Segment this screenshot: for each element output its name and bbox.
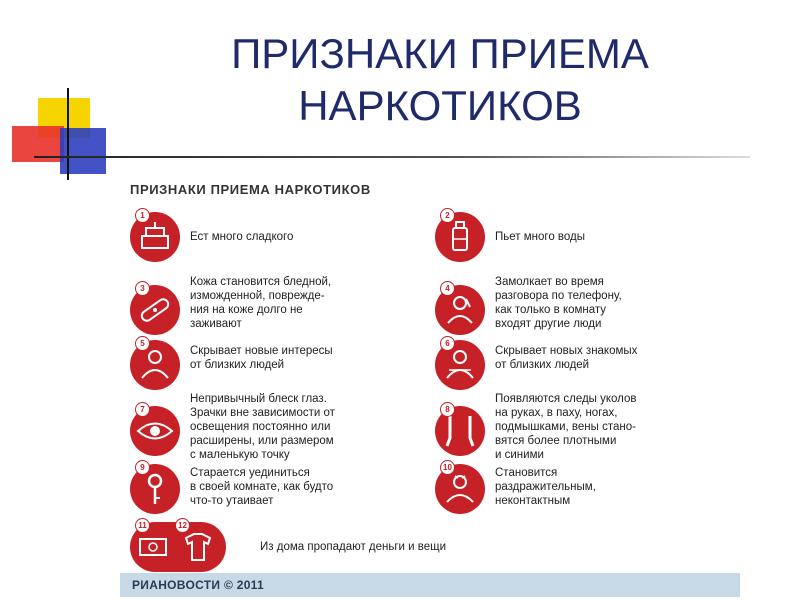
sign-text: Пьет много воды	[495, 231, 586, 243]
sign-item-9	[130, 464, 430, 524]
sign-item-2	[435, 212, 735, 272]
poster-title: ПРИЗНАКИ ПРИЕМА НАРКОТИКОВ	[130, 182, 371, 197]
sign-item-8	[435, 392, 735, 461]
sign-item-5	[130, 340, 430, 400]
decor-vertical-line	[67, 88, 69, 180]
sign-text: Старается уединиться в своей комнате, как будто что-то утаивает	[190, 467, 334, 507]
infographic-poster	[120, 172, 740, 597]
sign-item-6	[435, 340, 735, 400]
angry-face-icon	[435, 464, 485, 514]
sign-text: Скрывает новые интересы от близких людей	[190, 345, 333, 371]
item-number-badge: 10	[440, 460, 455, 475]
decor-horizontal-line	[34, 156, 750, 158]
sign-text: Ест много сладкого	[190, 231, 294, 243]
item-number-badge: 7	[135, 402, 150, 417]
cake-icon	[130, 212, 180, 262]
sign-item-10	[435, 464, 735, 524]
poster-footer	[120, 573, 740, 597]
slide-title-line-2: НАРКОТИКОВ	[298, 82, 582, 129]
phone-icon	[435, 285, 485, 335]
sign-item-3	[130, 275, 430, 335]
item-number-badge: 1	[135, 208, 150, 223]
sign-text: Скрывает новых знакомых от близких людей	[495, 345, 638, 371]
sign-text: Замолкает во время разговора по телефону, как только в комнату входят другие люди	[495, 276, 622, 330]
water-bottle-icon	[435, 212, 485, 262]
money-and-shirt-icon	[130, 522, 226, 572]
bandage-icon	[130, 285, 180, 335]
person-icon	[435, 340, 485, 390]
eye-icon	[130, 406, 180, 456]
item-number-badge: 3	[135, 281, 150, 296]
item-number-badge: 12	[175, 518, 190, 533]
sign-text: Непривычный блеск глаз. Зрачки вне зависимости от освещения постоянно или расширены, или размером с маленькую точку	[190, 393, 335, 461]
item-number-badge: 6	[440, 336, 455, 351]
item-number-badge: 8	[440, 402, 455, 417]
sign-text: Из дома пропадают деньги и вещи	[260, 541, 447, 553]
item-number-badge: 11	[135, 518, 150, 533]
sign-item-4	[435, 275, 735, 335]
sign-item-1	[130, 212, 430, 272]
item-number-badge: 2	[440, 208, 455, 223]
key-icon	[130, 464, 180, 514]
item-number-badge: 9	[135, 460, 150, 475]
sign-item-7	[130, 392, 430, 461]
sign-text: Появляются следы уколов на руках, в паху, ногах, подмышками, вены стано- вятся более плотными и синими	[495, 393, 637, 461]
sign-text: Кожа становится бледной, изможденной, поврежде- ния на коже долго не заживают	[190, 276, 332, 330]
source-credit: РИАНОВОСТИ © 2011	[132, 578, 264, 592]
person-icon	[130, 340, 180, 390]
slide-title	[180, 28, 700, 132]
sign-text: Становится раздражительным, неконтактным	[495, 467, 596, 507]
arms-icon	[435, 406, 485, 456]
slide-title-line-1: ПРИЗНАКИ ПРИЕМА	[231, 30, 649, 77]
item-number-badge: 5	[135, 336, 150, 351]
item-number-badge: 4	[440, 281, 455, 296]
